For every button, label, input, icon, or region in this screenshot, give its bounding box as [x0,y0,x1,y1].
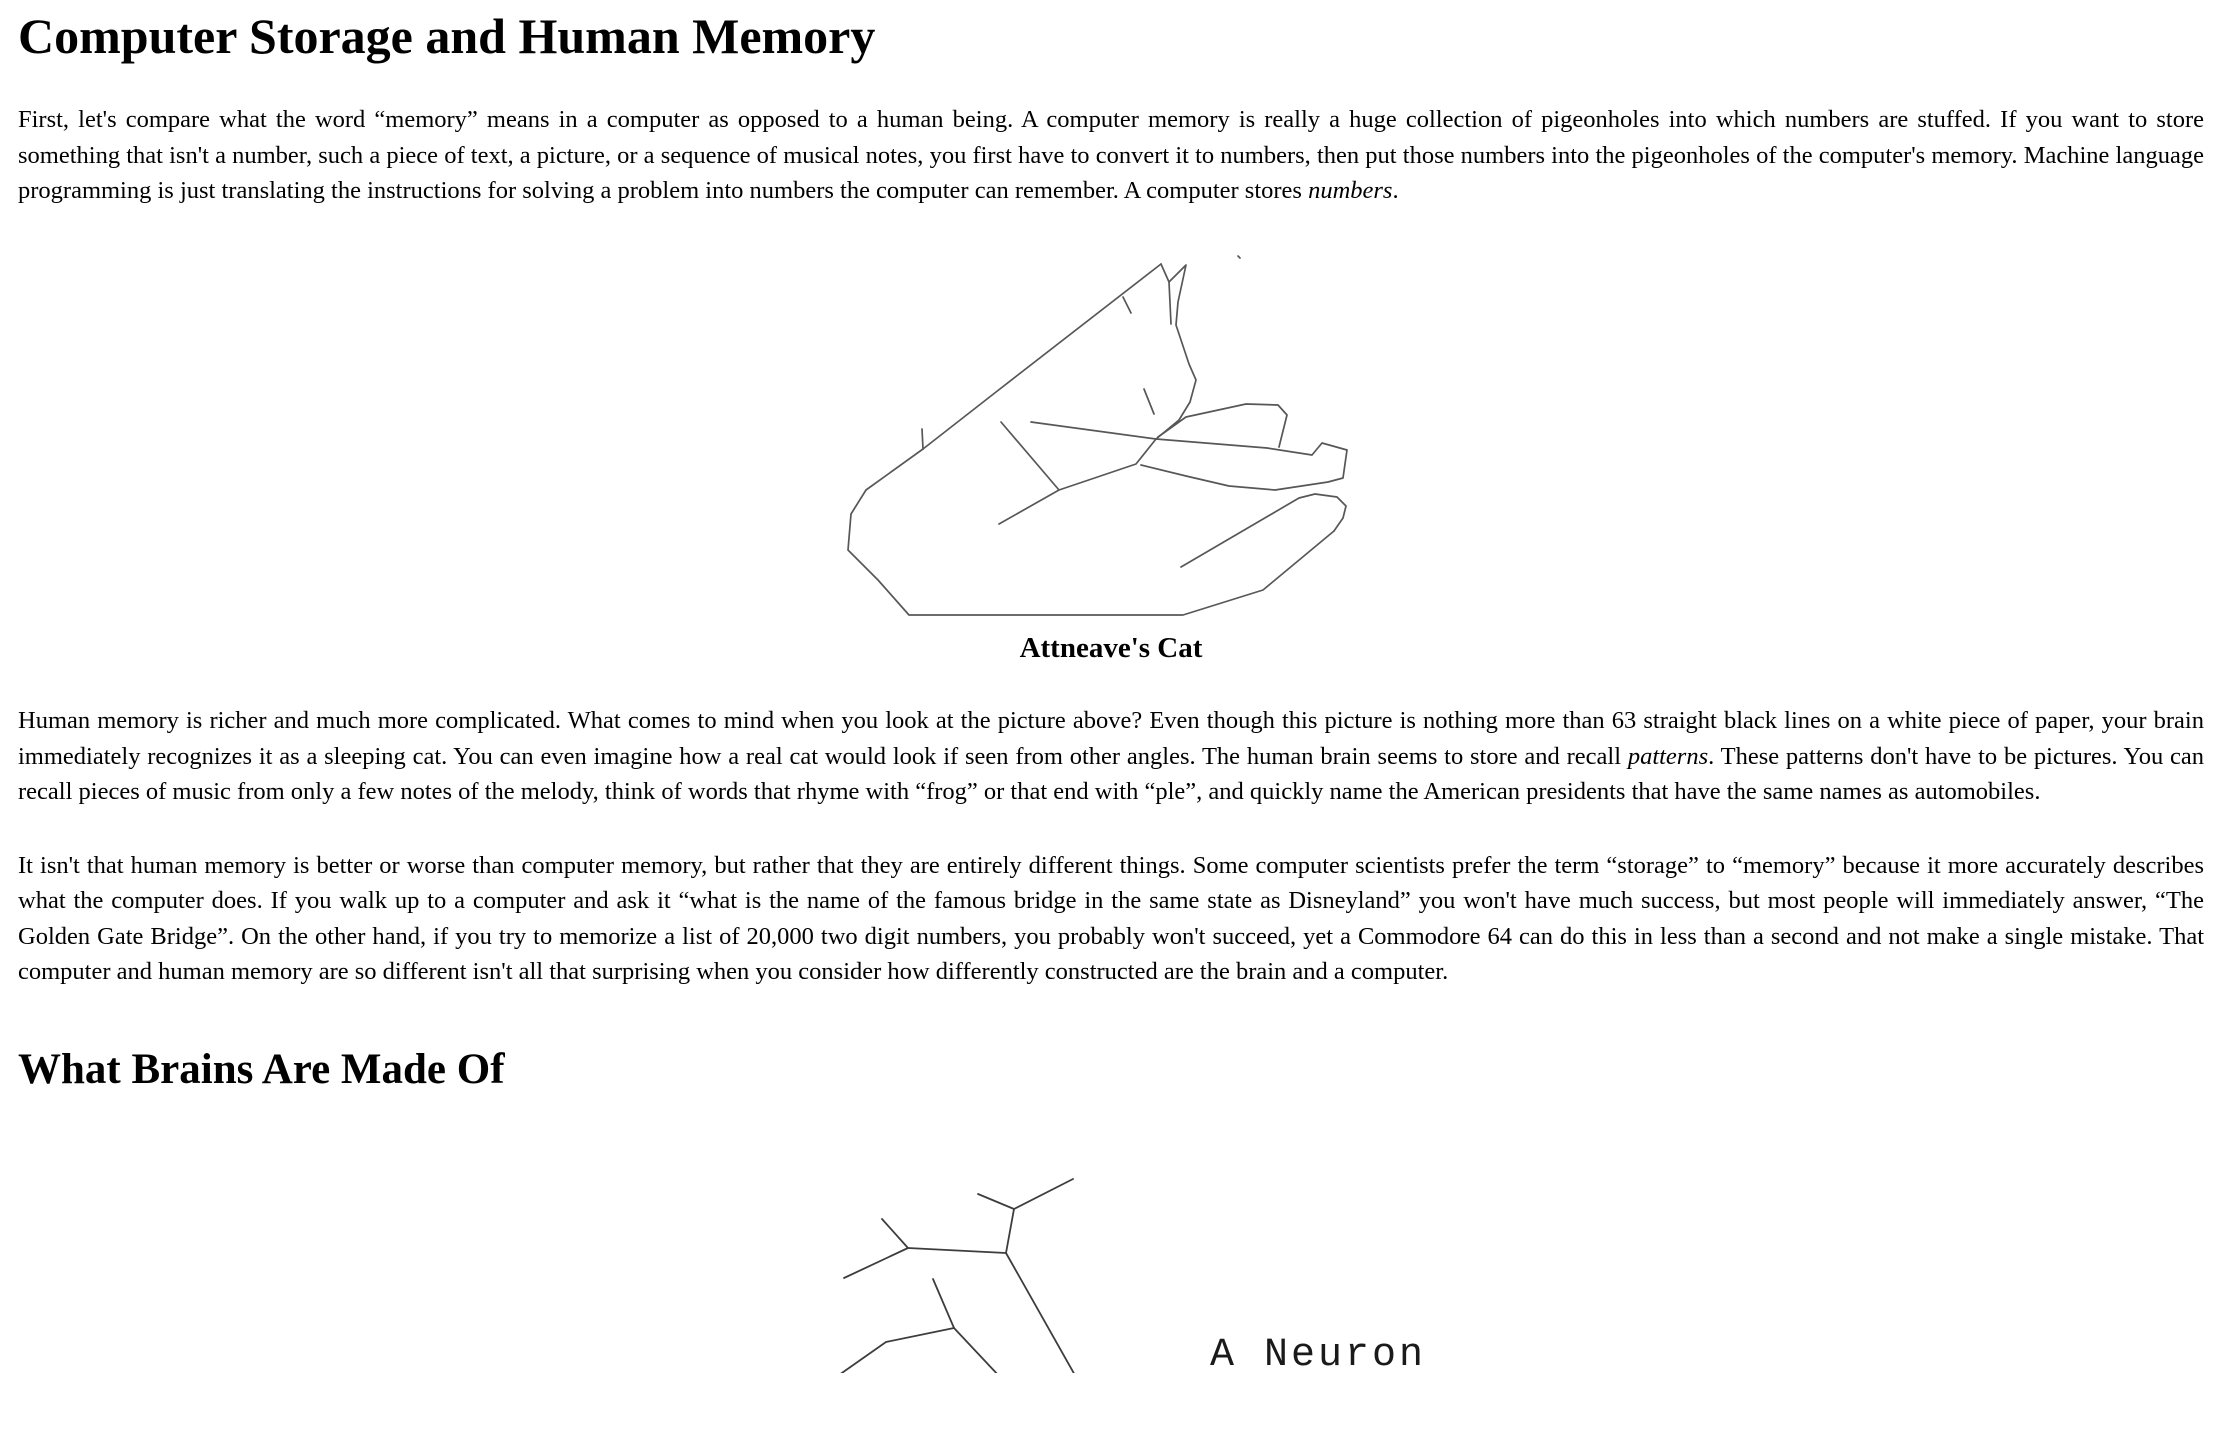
neuron-figure [18,1115,2204,1379]
page-title: Computer Storage and Human Memory [18,8,876,64]
attneave-cat-image [846,247,1426,629]
paragraph-human-memory-end: . These patterns don't have to be pictures. You can recall pieces of music from only a few notes of the melody, think of words that rhyme with “frog” or that end with “ple”, and quickly name the American presidents that have the same names as automobiles. [18,742,2204,806]
paragraph-human-memory-text: Human memory is richer and much more complicated. What comes to mind when you look at the picture above? Even though this picture is nothing more than 63 straight black lines on a white piece of paper, your brain immediately recognizes it as a sleeping cat. You can even imagine how a real cat would look if seen from other angles. The human brain seems to store and recall [18,707,2204,770]
section-heading-brains: What Brains Are Made Of [18,1045,505,1093]
paragraph-human-memory [18,703,2204,810]
attneave-cat-figure [18,247,2204,666]
paragraph-storage-vs-memory: It isn't that human memory is better or worse than computer memory, but rather that they are entirely different things. Some computer scientists prefer the term “storage” to “memory” because it more accurately describes what the computer does. If you walk up to a computer and ask it “what is the name of the famous bridge in the same state as Disneyland” you won't have much success, but most people will immediately answer, “The Golden Gate Bridge”. On the other hand, if you try to memorize a list of 20,000 two digit numbers, you probably won't succeed, yet a Commodore 64 can do this in less than a second and not make a single mistake. That computer and human memory are so different isn't all that surprising when you consider how differently constructed are the brain and a computer. [18,851,2204,986]
paragraph-intro-emphasis: numbers [1308,177,1393,204]
paragraph-intro-end: . [1392,177,1399,204]
attneave-cat-drawing [846,247,1426,629]
paragraph-intro-text: First, let's compare what the word “memory” means in a computer as opposed to a human being. A computer memory is really a huge collection of pigeonholes into which numbers are stuffed. If you want to store something that isn't a number, such a piece of text, a picture, or a sequence of musical notes, you first have to convert it to numbers, then put those numbers into the pigeonholes of the computer's memory. Machine language programming is just translating the instructions for solving a problem into numbers the computer can remember. A computer stores [18,106,2204,204]
paragraph-human-memory-emphasis: patterns [1627,742,1709,770]
neuron-figure-caption: A Neuron [1210,1333,1427,1379]
neuron-image [800,1115,1450,1379]
paragraph-intro [18,102,2204,209]
cat-figure-caption: Attneave's Cat [1019,631,1203,664]
